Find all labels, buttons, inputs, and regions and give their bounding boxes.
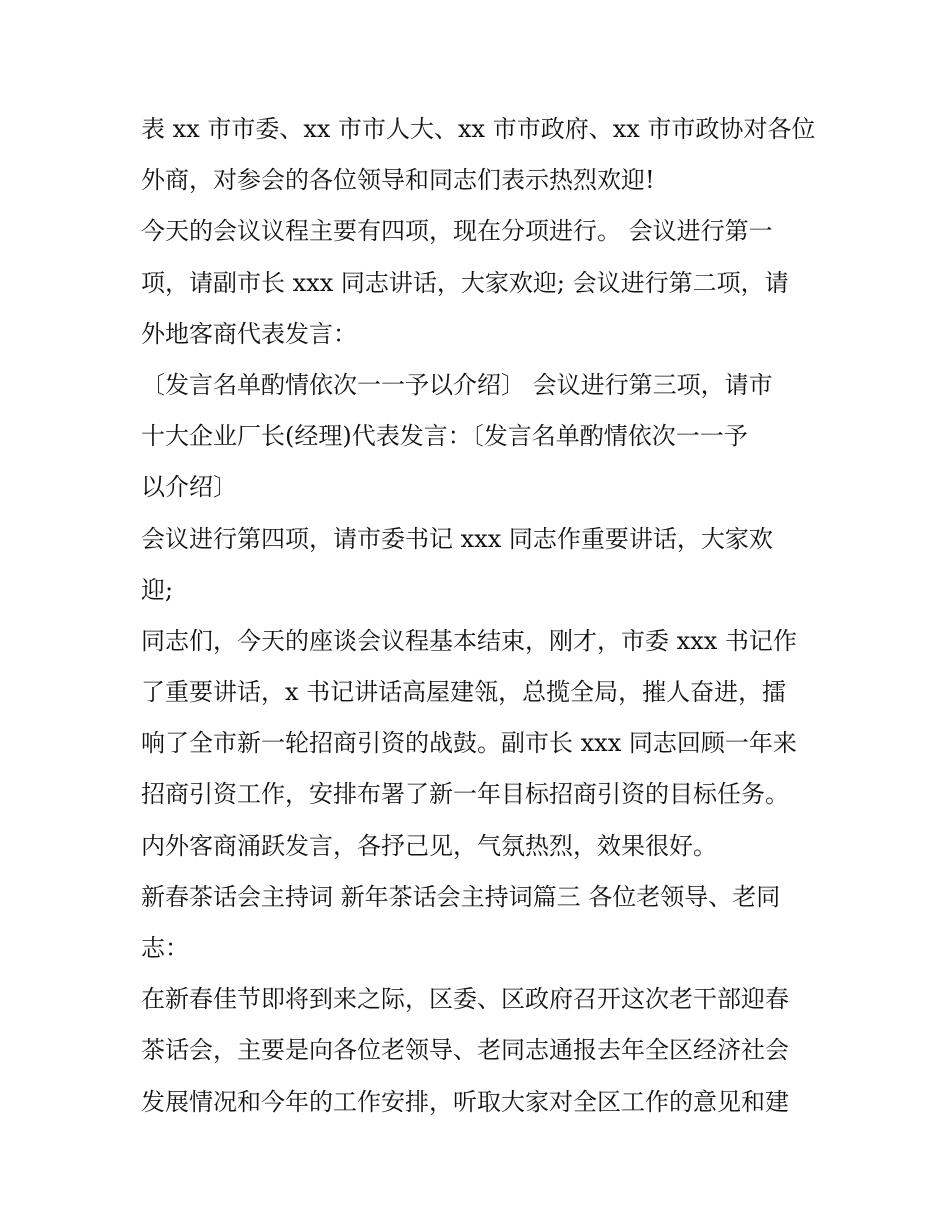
text-line: 〔发言名单酌情依次一一予以介绍〕 会议进行第三项，请市 <box>141 370 773 399</box>
text-line: 了重要讲话，x 书记讲话高屋建瓴，总揽全局，摧人奋进，擂 <box>141 678 787 707</box>
text-line: 发展情况和今年的工作安排，听取大家对全区工作的意见和建 <box>141 1087 789 1116</box>
text-line: 今天的会议议程主要有四项，现在分项进行。 会议进行第一 <box>141 217 773 246</box>
text-line: 同志们，今天的座谈会议程基本结束，刚才，市委 xxx 书记作 <box>141 626 797 655</box>
text-line: 迎; <box>141 575 174 604</box>
text-line: 在新春佳节即将到来之际，区委、区政府召开这次老干部迎春 <box>141 985 789 1014</box>
text-line: 以介绍〕 <box>141 473 237 502</box>
text-line: 项，请副市长 xxx 同志讲话，大家欢迎; 会议进行第二项，请 <box>141 268 789 297</box>
text-line: 响了全市新一轮招商引资的战鼓。副市长 xxx 同志回顾一年来 <box>141 729 797 758</box>
text-line: 茶话会，主要是向各位老领导、老同志通报去年全区经济社会 <box>141 1036 789 1065</box>
text-line: 外商，对参会的各位领导和同志们表示热烈欢迎! <box>141 166 655 195</box>
text-line: 新春茶话会主持词 新年茶话会主持词篇三 各位老领导、老同 <box>141 882 781 911</box>
text-line: 十大企业厂长(经理)代表发言：〔发言名单酌情依次一一予 <box>141 422 748 451</box>
text-line: 志： <box>141 934 189 962</box>
text-line: 会议进行第四项，请市委书记 xxx 同志作重要讲话，大家欢 <box>141 524 773 553</box>
text-line: 内外客商涌跃发言，各抒己见，气氛热烈，效果很好。 <box>141 831 717 860</box>
text-line: 表 xx 市市委、xx 市市人大、xx 市市政府、xx 市市政协对各位 <box>141 115 816 143</box>
document-body <box>141 104 821 1128</box>
text-line: 招商引资工作，安排布署了新一年目标招商引资的目标任务。 <box>141 780 789 809</box>
text-line: 外地客商代表发言： <box>141 319 357 348</box>
